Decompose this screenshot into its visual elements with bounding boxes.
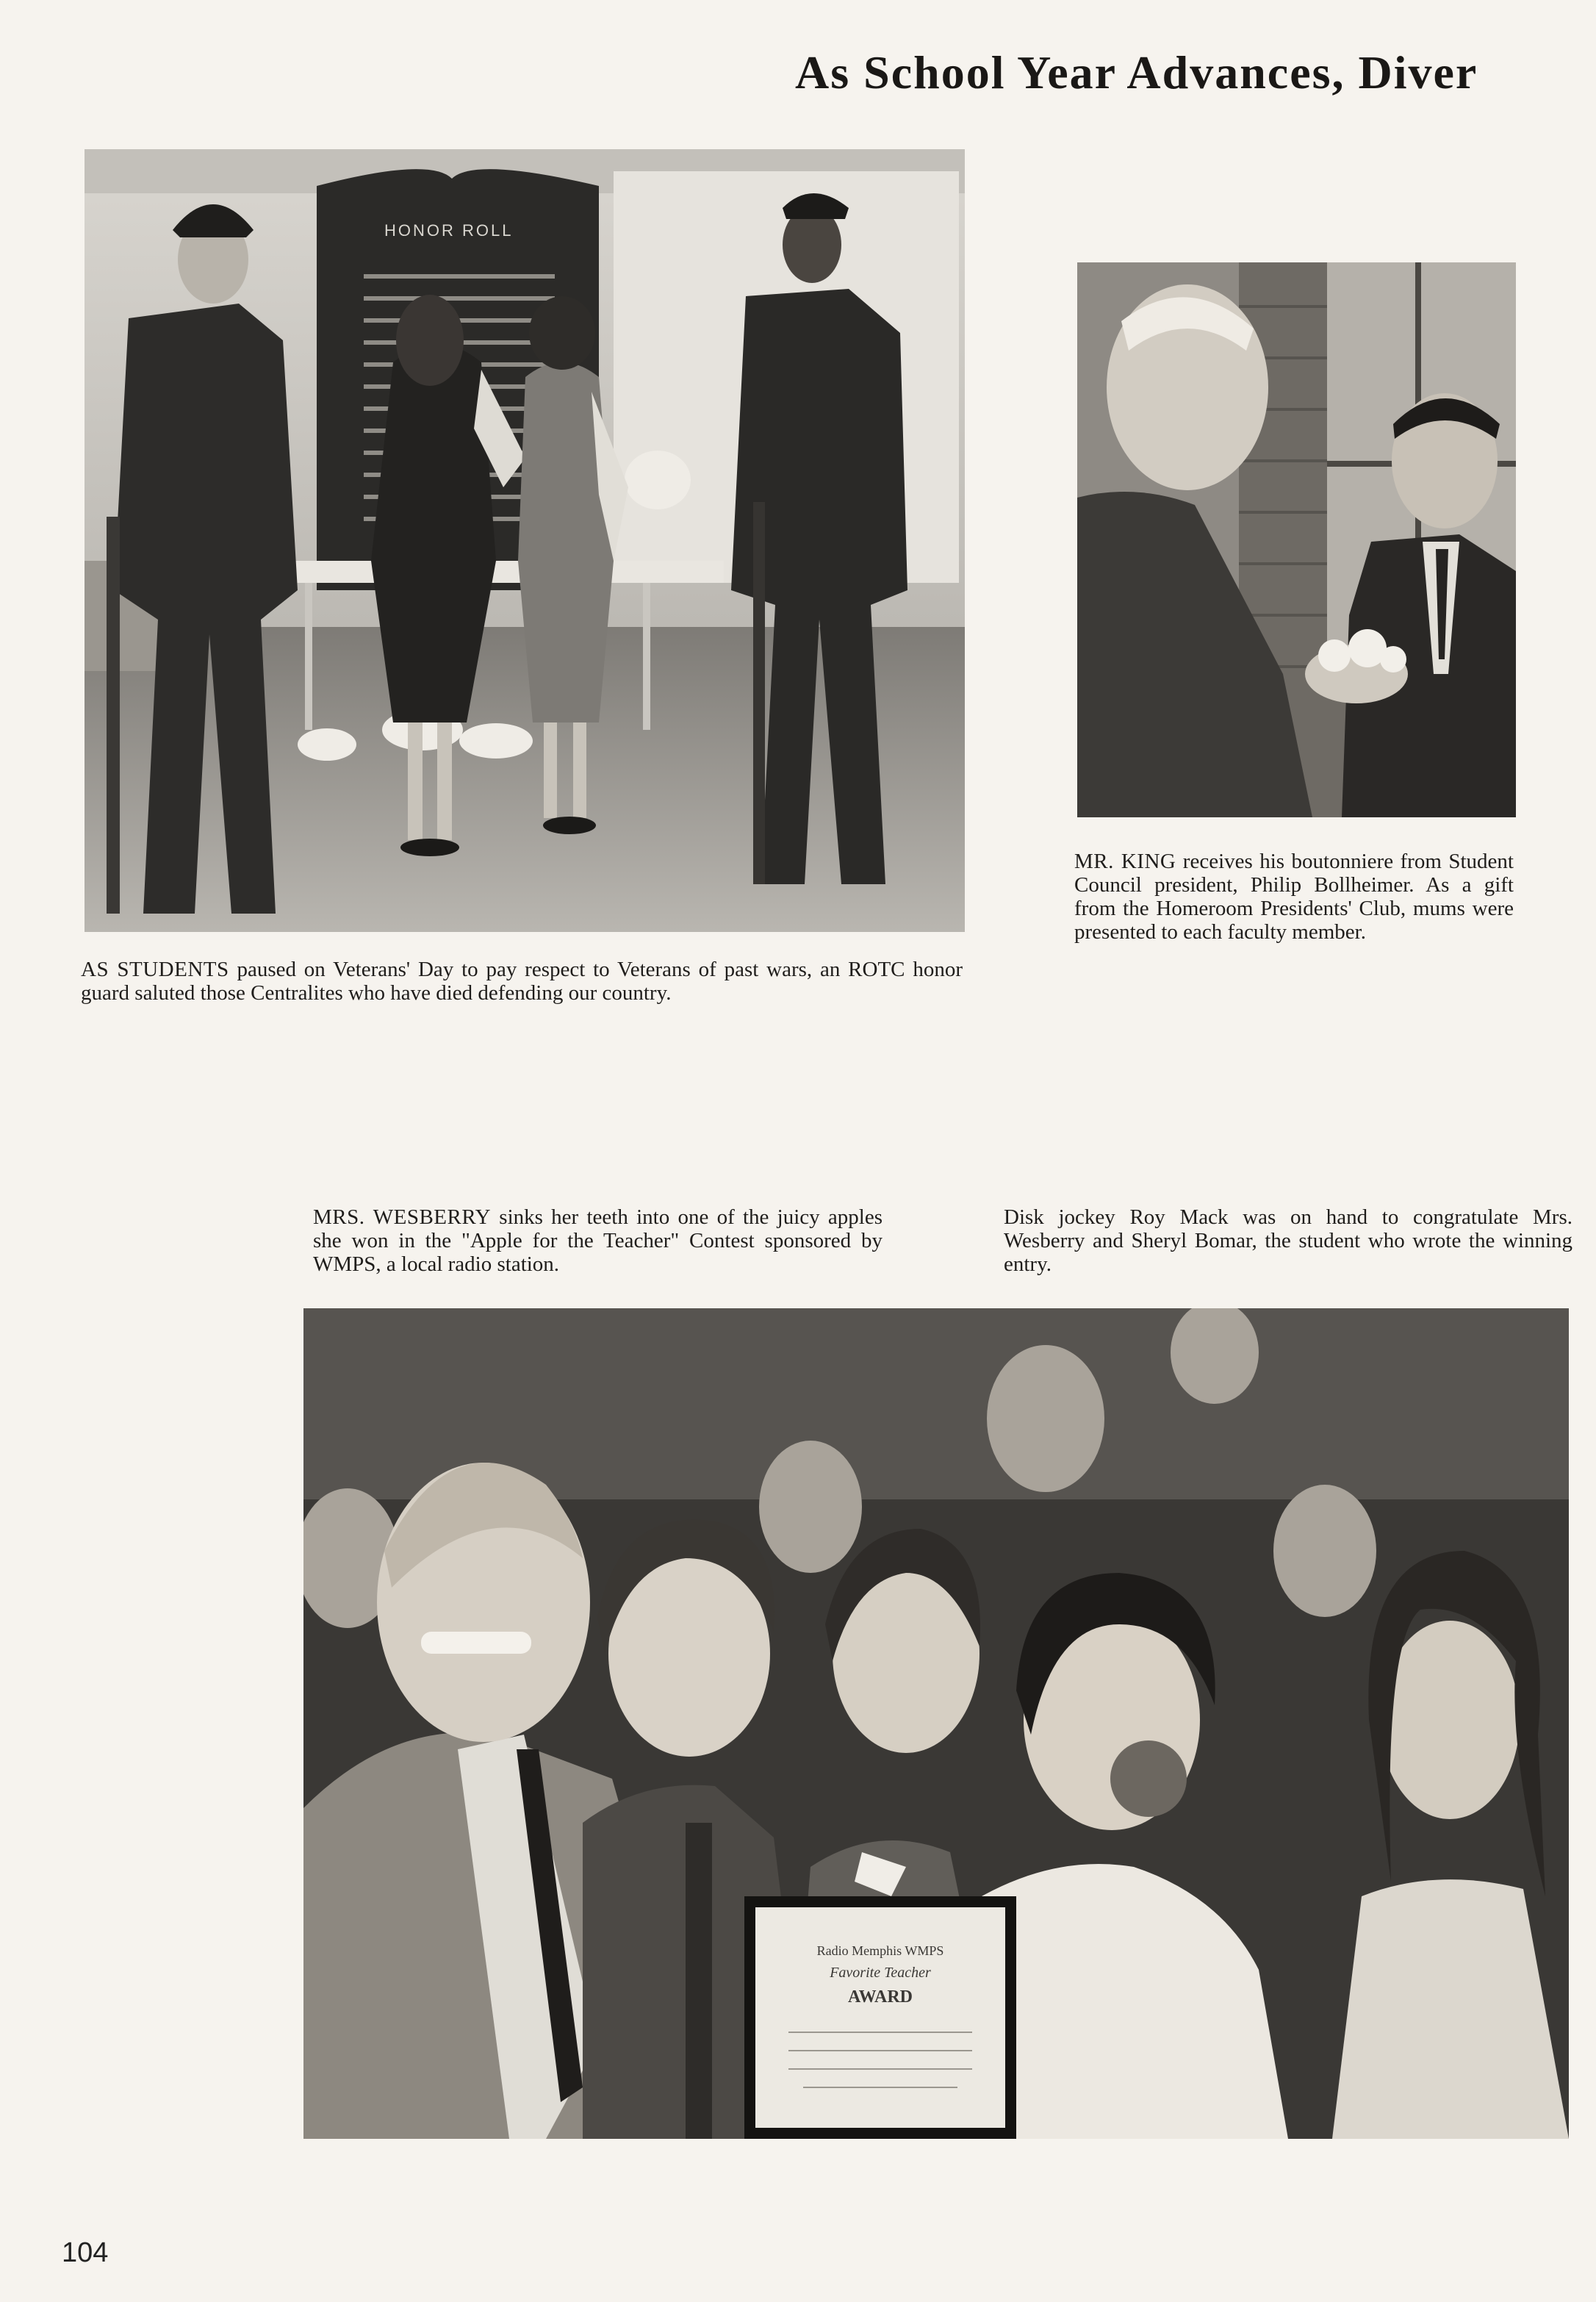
mack-caption-text: Disk jockey Roy Mack was on hand to congratulate Mrs. Wesberry and Sheryl Bomar, the student who wrote the winning entry. — [1004, 1205, 1572, 1276]
mrs-wesberry-caption — [313, 1205, 883, 1276]
veterans-caption-text: paused on Veterans' Day to pay respect to Veterans of past wars, an ROTC honor guard saluted those Centralites who have died defending our country. — [81, 958, 963, 1005]
veterans-caption-lead: AS STUDENTS — [81, 958, 229, 981]
apple-for-teacher-photo-art — [303, 1308, 1569, 2139]
plaque-title: HONOR ROLL — [384, 221, 514, 240]
veterans-day-photo-art — [85, 149, 965, 932]
page-number: 104 — [62, 2237, 109, 2268]
certificate-line-3: AWARD — [847, 1987, 913, 2007]
certificate-line-1: Radio Memphis WMPS — [816, 1943, 944, 1958]
apple-for-teacher-photo — [303, 1308, 1569, 2139]
veterans-day-photo — [85, 149, 965, 932]
wesberry-caption-text: sinks her teeth into one of the juicy apples she won in the "Apple for the Teacher" Contest sponsored by WMPS, a local radio station. — [313, 1205, 883, 1276]
mr-king-caption — [1074, 850, 1514, 944]
certificate-line-2: Favorite Teacher — [830, 1965, 931, 1981]
mr-king-photo-art — [1077, 262, 1516, 817]
king-caption-lead: MR. KING — [1074, 850, 1176, 873]
mr-king-photo — [1077, 262, 1516, 817]
page-headline: As School Year Advances, Diver — [795, 46, 1478, 98]
veterans-day-caption — [81, 958, 963, 1005]
king-caption-text: receives his boutonniere from Student Council president, Philip Bollheimer. As a gift from the Homeroom Presidents' Club, mums were presented to each faculty member. — [1074, 850, 1514, 944]
roy-mack-caption — [1004, 1205, 1572, 1276]
wesberry-caption-lead: MRS. WESBERRY — [313, 1205, 492, 1229]
